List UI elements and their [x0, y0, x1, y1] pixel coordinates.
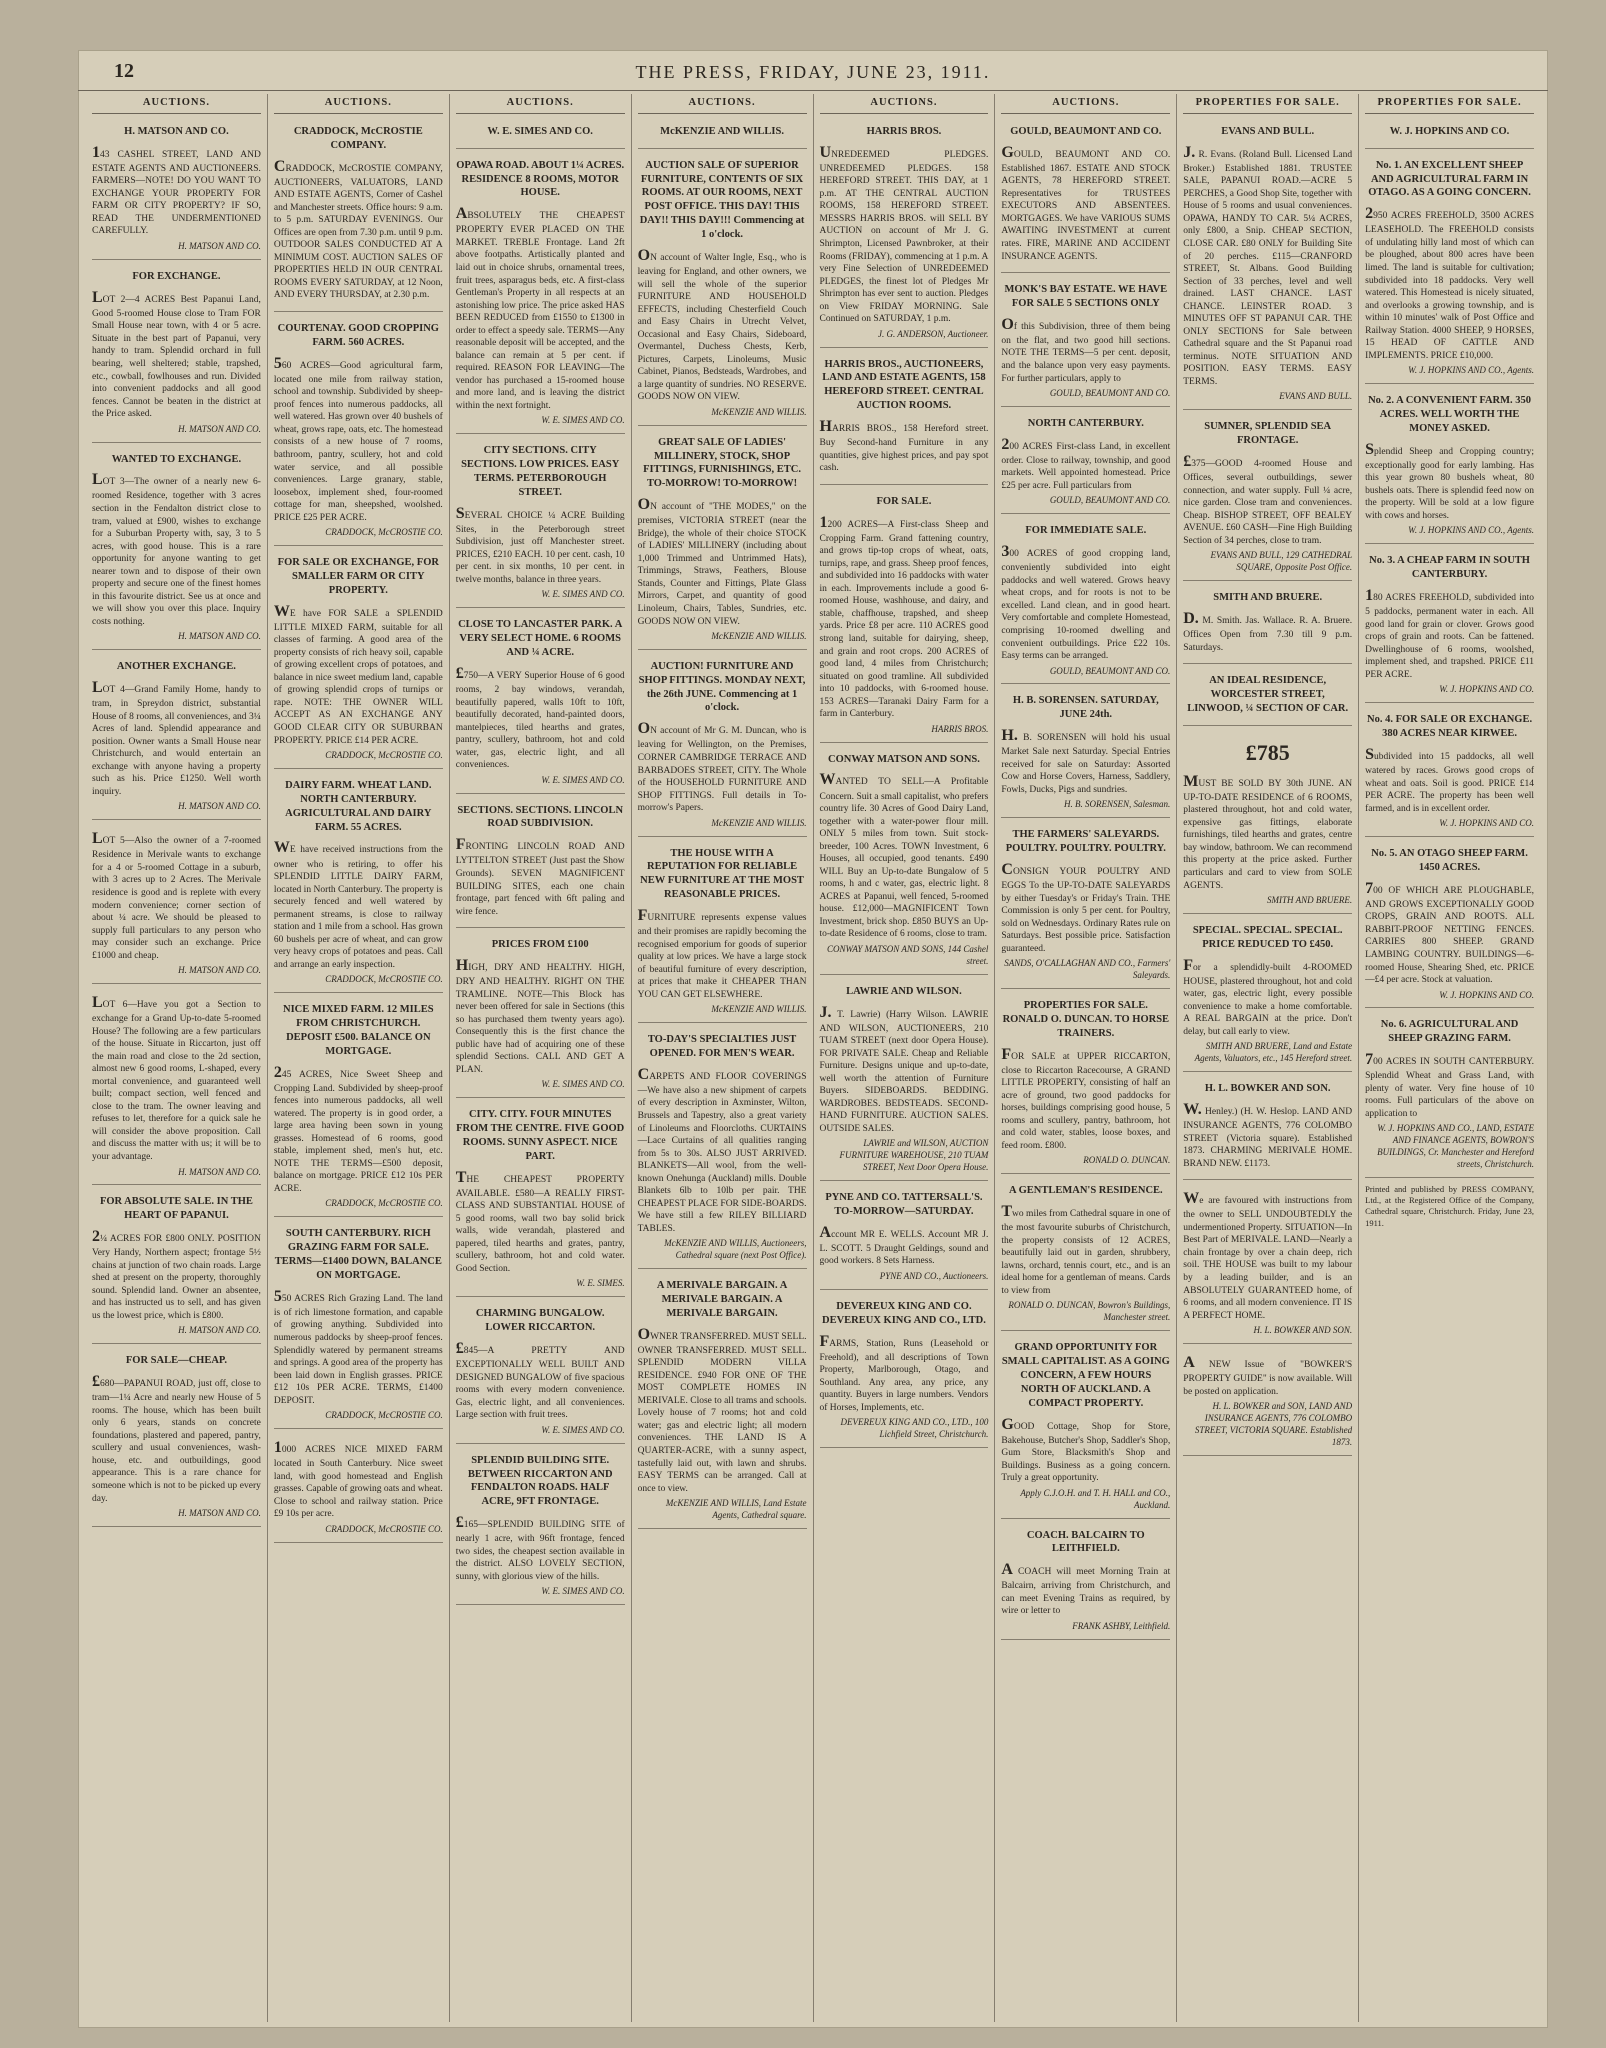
advert-heading: No. 3. A CHEAP FARM IN SOUTH CANTERBURY.: [1369, 555, 1530, 581]
advert-heading: OPAWA ROAD. ABOUT 1¼ ACRES. RESIDENCE 8 ROOMS, MOTOR HOUSE.: [456, 159, 625, 199]
advert-signature: McKENZIE AND WILLIS.: [711, 817, 807, 828]
advert-body: GOULD, BEAUMONT AND CO. Established 1867. ESTATE AND STOCK AGENTS, 78 HEREFORD STREET. Representatives for TRUSTEES EXECUTORS AND ABSENTEES. MORTGAGES. We have VARIOUS SUMS AWAITING INVESTMENT at current rates. FIRE, MARINE AND ACCIDENT INSURANCE AGENTS.: [1001, 143, 1171, 262]
advert-heading: DAIRY FARM. WHEAT LAND. NORTH CANTERBURY. AGRICULTURAL AND DAIRY FARM. 55 ACRES.: [285, 779, 432, 833]
advert-body: LOT 6—Have you got a Section to exchange for a Grand Up-to-date 5-roomed House? The following are a few particulars of the house. Situate in Riccarton, just off the main road and close to the 2d section, almost new 6 good rooms, L-shaped, every mortal convenience, and guaranteed well built; compact section, well fenced and close to the tram. The owner leaving and refuses to let, therefore for a quick sale he will consider the above proposition. Call and discuss the matter with us; it will be to your advantage.: [92, 994, 261, 1163]
advert-heading: SPLENDID BUILDING SITE. BETWEEN RICCARTON AND FENDALTON ROADS. HALF ACRE, 9FT FRONTAGE.: [467, 1454, 613, 1508]
advert-heading: FOR SALE.: [876, 495, 932, 507]
column-7: [1177, 94, 1359, 2022]
advert-signature: H. MATSON AND CO.: [178, 801, 261, 812]
advert-heading: THE HOUSE WITH A REPUTATION FOR RELIABLE NEW FURNITURE AT THE MOST REASONABLE PRICES.: [640, 847, 804, 901]
advert-body: 200 ACRES First-class Land, in excellent order. Close to railway, township, and good markets. Well appointed homestead. Price £25 per acre. Full particulars from: [1001, 435, 1171, 491]
advert-signature: CRADDOCK, McCROSTIE CO.: [325, 974, 443, 985]
advert-signature: H. MATSON AND CO.: [178, 241, 261, 252]
advert-body: For a splendidly-built 4-ROOMED HOUSE, plastered throughout, hot and cold water, gas, electric light, every possible convenience to make a home comfortable. A REAL BARGAIN at the price. Don't delay, but call early to view.: [1183, 956, 1353, 1037]
advert-body: 1000 ACRES NICE MIXED FARM located in South Canterbury. Nice sweet land, with good homestead and English grasses. Capable of growing oats and wheat. Close to school and railway station. Price £9 10s per acre.: [273, 1439, 443, 1520]
advert-body: CARPETS AND FLOOR COVERINGS—We have also a new shipment of carpets of every description in Axminster, Wilton, Brussels and Tapestry, also a great variety of Linoleums and Floorcloths. CURTAINS—Lace Curtains of all qualities ranging from 5s to 30s. ALSO JUST ARRIVED. BLANKETS—All wool, from the well-known Onehunga (Auckland) mills. Double Blankets 6lb to 10lb per pair. THE CHEAPEST PLACE FOR SIDE-BOARDS. We have still a few RILEY BILLIARD TABLES.: [637, 1065, 807, 1234]
advertisement: [456, 438, 625, 608]
advertisement: [1001, 822, 1170, 989]
advertisement: [638, 1273, 807, 1529]
advertisement: [1001, 1335, 1170, 1518]
advert-heading: PYNE AND CO. TATTERSALL'S. TO-MORROW—SATURDAY.: [825, 1192, 983, 1217]
advert-body: Account MR E. WELLS. Account MR J. L. SCOTT. 5 Draught Geldings, sound and good workers. 8 Sets Harness.: [819, 1223, 989, 1267]
advert-body: £680—PAPANUI ROAD, just off, close to tram—1¼ Acre and nearly new House of 5 rooms. The house, which has been built only 6 years, stands on concrete foundations, plastered and papered, pantry, scullery and usual conveniences, wash-house, etc. and outbuildings, good appearance. This is a rare chance for someone which is not to be picked up every day.: [92, 1373, 261, 1504]
advert-body: 560 ACRES—Good agricultural farm, located one mile from railway station, school and township. Subdivided by sheep-proof fences into numerous paddocks, all well watered. Has grown over 40 bushels of wheat, grows rape, oats, etc. The homestead consists of a new house of 7 rooms, bathroom, pantry, scullery, hot and cold water service, and all possible conveniences. Large granary, stable, loosebox, implement shed, four-roomed cottage for man, sheepshed, woolshed. PRICE £25 PER ACRE.: [273, 354, 443, 523]
advertisement: [1365, 548, 1534, 703]
advert-heading: SOUTH CANTERBURY. RICH GRAZING FARM FOR SALE. TERMS—£1400 DOWN, BALANCE ON MORTGAGE.: [274, 1228, 442, 1281]
advert-body: 1200 ACRES—A First-class Sheep and Cropping Farm. Grand fattening country, and grows tip-top crops of wheat, oats, turnips, rape, and grass. Sheep proof fences, and subdivided into 16 paddocks with water in each. Improvements include a good 6-roomed House, washhouse, and dairy, and stable, chaffhouse, trapshed, and sheep yards. Price £8 per acre. 110 ACRES good strong land, suitable for dairying, sheep, and grain and root crops. 200 ACRES of good land, 4 miles from Christchurch; situated on good tramline. All subdivided into 10 paddocks, with 6-roomed house. 153 ACRES—Taranaki Dairy Farm for a farm in Canterbury.: [819, 513, 989, 720]
advert-body: CRADDOCK, McCROSTIE COMPANY, AUCTIONEERS, VALUATORS, LAND AND ESTATE AGENTS, Corner of Cashel and Manchester streets. Office hours: 9 a.m. to 5 p.m. SATURDAY EVENINGS. Our Offices are open from 7.30 p.m. until 9 p.m. OUTDOOR SALES CONDUCTED AT A MINIMUM COST. AUCTION SALES OF PROPERTIES HELD IN OUR CENTRAL ROOMS EVERY SATURDAY, at 12 Noon, AND EVERY THURSDAY, at 2.30 p.m.: [273, 157, 443, 301]
column-heading: AUCTIONS.: [820, 96, 989, 114]
advert-heading: FOR IMMEDIATE SALE.: [1025, 525, 1147, 537]
advertisement: [1365, 153, 1534, 384]
advert-heading: AUCTION SALE OF SUPERIOR FURNITURE, CONTENTS OF SIX ROOMS. AT OUR ROOMS, NEXT POST OFFICE. THIS DAY! THIS DAY!! THIS DAY!!! Commencing at 1 o'clock.: [639, 159, 805, 241]
advert-body: HARRIS BROS., 158 Hereford street. Buy Second-hand Furniture in any quantities, give highest prices, and pay spot cash.: [819, 418, 989, 474]
advert-signature: SMITH AND BRUERE.: [1267, 895, 1353, 906]
advert-body: Splendid Sheep and Cropping country; exceptionally good for early lambing. Has this year grown 80 bushels wheat, 80 bushels oats. There is splendid feed now on the property. Will be sold at a low figure with cows and horses.: [1365, 440, 1534, 521]
advertisement: [456, 798, 625, 928]
advert-heading: CRADDOCK, McCROSTIE COMPANY.: [293, 125, 423, 151]
advert-signature: LAWRIE and WILSON, AUCTION FURNITURE WAREHOUSE, 210 TUAM STREET, Next Door Opera House.: [839, 1138, 989, 1173]
advert-heading: EVANS AND BULL.: [1221, 125, 1315, 137]
advert-signature: EVANS AND BULL, 129 CATHEDRAL SQUARE, Opposite Post Office.: [1210, 550, 1353, 573]
advert-heading: SMITH AND BRUERE.: [1213, 592, 1323, 604]
advert-heading: £785: [1245, 739, 1290, 765]
advert-body: 700 OF WHICH ARE PLOUGHABLE, AND GROWS EXCEPTIONALLY GOOD CROPS, GRAIN AND ROOTS. ALL RABBIT-PROOF NETTING FENCES. CARRIES 800 SHEEP. GRAND LAMBING COUNTRY. BUILDINGS—6-roomed House, Shearing Shed, etc. PRICE—£4 per acre. Stock at valuation.: [1365, 879, 1534, 986]
advert-heading: No. 6. AGRICULTURAL AND SHEEP GRAZING FARM.: [1380, 1019, 1519, 1045]
advert-body: LOT 2—4 ACRES Best Papanui Land, Good 5-roomed House close to Tram FOR Small House near town, with 4 or 5 acre. Situate in the best part of Papanui, very handy to tram. Splendid orchard in full bearing, well sheltered; stable, trapshed, etc., cowball, fowlhouses and run. Divided into convenient paddocks and all good fences. Cannot be beaten in the district at the Price asked.: [92, 288, 261, 420]
newspaper-page: [78, 50, 1548, 2028]
advert-body: 180 ACRES FREEHOLD, subdivided into 5 paddocks, permanent water in each. All good land for grain or clover. Grows good crops of grain and roots. Can be fattened. Dwellinghouse of 6 rooms, woolshed, implement shed, and trapshed. PRICE £11 PER ACRE.: [1365, 587, 1534, 680]
advertisement: [1365, 841, 1534, 1008]
advert-signature: H. MATSON AND CO.: [178, 423, 261, 434]
advert-body: FARMS, Station, Runs (Leasehold or Freehold), and all descriptions of Town Property, Marlborough, Otago, and Southland. Any area, any price, any quantity. Buyers in large numbers. Vendors of Horses, Implements, etc.: [819, 1332, 989, 1413]
advert-body: W. Henley.) (H. W. Heslop. LAND AND INSURANCE AGENTS, 776 COLOMBO STREET (Victoria square). Established 1873. CHARMING MERIVALE HOME. BRAND NEW. £1173.: [1183, 1101, 1353, 1169]
advert-body: 700 ACRES IN SOUTH CANTERBURY. Splendid Wheat and Grass Land, with plenty of water. Very fine house of 10 rooms. Full particulars of the above on application to: [1365, 1051, 1534, 1119]
advert-body: 143 CASHEL STREET, LAND AND ESTATE AGENTS AND AUCTIONEERS. FARMERS—NOTE! DO YOU WANT TO EXCHANGE YOUR PROPERTY FOR FARM OR CITY PROPERTY? IF SO, READ THE UNDERMENTIONED CAREFULLY.: [92, 143, 261, 237]
advert-signature: CRADDOCK, McCROSTIE CO.: [325, 1523, 443, 1534]
advert-heading: SECTIONS. SECTIONS. LINCOLN ROAD SUBDIVISION.: [457, 804, 624, 830]
advert-body: ON account of Mr G. M. Duncan, who is leaving for Wellington, on the Premises, CORNER CAMBRIDGE TERRACE AND BARBADOES STREET, CITY. The Whole of the HOUSEHOLD FURNITURE AND SHOP FITTINGS. Full details in To-morrow's Papers.: [637, 720, 807, 814]
advert-heading: PROPERTIES FOR SALE. RONALD O. DUNCAN. TO HORSE TRAINERS.: [1002, 1000, 1170, 1039]
advert-signature: DEVEREUX KING AND CO., LTD., 100 Lichfield Street, Christchurch.: [840, 1417, 989, 1440]
advert-heading: AUCTION! FURNITURE AND SHOP FITTINGS. MONDAY NEXT, the 26th JUNE. Commencing at 1 o'clock.: [638, 660, 806, 714]
advert-body: A COACH will meet Morning Train at Balcairn, arriving from Christchurch, and can meet Evening Trains as required, by wire or letter to: [1001, 1561, 1171, 1617]
advert-heading: CHARMING BUNGALOW. LOWER RICCARTON.: [475, 1308, 605, 1334]
advert-heading: SUMNER, SPLENDID SEA FRONTAGE.: [1204, 421, 1332, 447]
advert-signature: GOULD, BEAUMONT AND CO.: [1049, 388, 1171, 399]
column-5: [814, 94, 996, 2022]
advert-heading: FOR SALE—CHEAP.: [125, 1355, 227, 1367]
advert-body: J. T. Lawrie) (Harry Wilson. LAWRIE AND WILSON, AUCTIONEERS, 210 TUAM STREET (next door Opera House). FOR PRIVATE SALE. Cheap and Reliable Furniture. Designs unique and up-to-date, well worth the attention of Furniture Buyers. SIDEBOARDS. BEDDING. WARDROBES. BEDSTEADS. SECOND-HAND FURNITURE. AUCTION SALES. OUTSIDE SALES.: [819, 1003, 989, 1134]
advert-heading: PRICES FROM £100: [491, 939, 589, 951]
advert-body: MUST BE SOLD BY 30th JUNE. AN UP-TO-DATE RESIDENCE of 6 ROOMS, plastered throughout, hot and cold water, expensive gas fittings, elaborate furnishings, tiled hearths and grates, centre bay window, bathroom. We can recommend this property at the price asked. Further particulars and card to view from SOLE AGENTS.: [1183, 772, 1353, 891]
advert-heading: No. 4. FOR SALE OR EXCHANGE. 380 ACRES NEAR KIRWEE.: [1367, 714, 1533, 740]
column-8: [1359, 94, 1540, 2022]
advertisement: [638, 841, 807, 1024]
advert-body: LOT 3—The owner of a nearly new 6-roomed Residence, together with 3 acres section in the Fendalton district close to tram, valued at £900, wishes to exchange for a Suburban Property with, say, 3 to 5 acres, with good house. This is a rare opportunity for anyone wanting to get nearer town and to dispose of their own property and secure one of the finest homes in this favourite district. See us at once and we will show you over this place. Inquiry costs nothing.: [92, 471, 261, 627]
column-heading: AUCTIONS.: [456, 96, 625, 114]
advert-signature: RONALD O. DUNCAN, Bowron's Buildings, Manchester street.: [1008, 1300, 1171, 1323]
advert-body: ON account of "THE MODES," on the premises, VICTORIA STREET (near the Bridge), the whole of their choice STOCK of LADIES' MILLINERY (including about 1,000 Trimmed and Untrimmed Hats), Trimmings, Straws, Feathers, Blouse Stands, Counter and Fittings, Plate Glass Mirrors, Carpet, and quantity of good Linoleum, Chairs, Tables, Sundries, etc. GOODS NOW ON VIEW.: [637, 496, 807, 627]
advert-signature: H. L. BOWKER AND SON.: [1253, 1325, 1353, 1336]
advert-body: Of this Subdivision, three of them being on the flat, and two good hill sections. NOTE THE TERMS—5 per cent. deposit, and the balance upon very easy payments. For further particulars, apply to: [1001, 315, 1171, 384]
advert-signature: McKENZIE AND WILLIS, Land Estate Agents, Cathedral square.: [665, 1498, 807, 1521]
advert-heading: GREAT SALE OF LADIES' MILLINERY, STOCK, SHOP FITTINGS, FURNISHINGS, ETC. TO-MORROW! TO-MORROW!: [643, 436, 801, 490]
imprint-footer: Printed and published by PRESS COMPANY, Ltd., at the Registered Office of the Company, Cathedral square, Christchurch. Friday, June 23, 1911.: [1365, 1183, 1534, 1228]
advert-signature: McKENZIE AND WILLIS.: [711, 631, 807, 642]
advert-heading: HARRIS BROS.: [866, 125, 942, 137]
advertisement: [638, 1027, 807, 1269]
advertisement: [1365, 707, 1534, 837]
advertisement: [1001, 1178, 1170, 1331]
advert-heading: FOR SALE OR EXCHANGE, FOR SMALLER FARM OR CITY PROPERTY.: [277, 557, 439, 596]
advert-signature: FRANK ASHBY, Leithfield.: [1072, 1620, 1171, 1631]
column-heading: PROPERTIES FOR SALE.: [1365, 96, 1534, 114]
advert-signature: HARRIS BROS.: [931, 723, 989, 734]
advert-body: OWNER TRANSFERRED. MUST SELL. OWNER TRANSFERRED. MUST SELL. SPLENDID MODERN VILLA RESIDENCE. £940 FOR ONE OF THE MOST COMPLETE HOMES IN MERIVALE. Close to all trams and schools. Lovely house of 7 rooms; hot and cold water; gas and electric light; all modern conveniences. THE LAND IS A QUARTER-ACRE, with a sunny aspect, tastefully laid out, with lawn and shrubs. EASY TERMS can be arranged. Call at once to view.: [637, 1325, 807, 1494]
advert-heading: LAWRIE AND WILSON.: [846, 985, 962, 997]
advert-body: 245 ACRES, Nice Sweet Sheep and Cropping Land. Subdivided by sheep-proof fences into numerous paddocks, all well watered. The property is in good order, a large area having been sown in young grasses. Homestead of 6 rooms, good stable, implement shed, men's hut, etc. NOTE THE TERMS—£500 deposit, balance on mortgage. PRICE £12 10s PER ACRE.: [273, 1063, 443, 1194]
advert-heading: CLOSE TO LANCASTER PARK. A VERY SELECT HOME. 6 ROOMS AND ¼ ACRE.: [458, 619, 623, 659]
column-4: [632, 94, 814, 2022]
advertisement: [1183, 414, 1352, 581]
advert-signature: W. E. SIMES AND CO.: [541, 589, 625, 600]
advert-signature: H. L. BOWKER and SON, LAND AND INSURANCE AGENTS, 776 COLOMBO STREET, VICTORIA SQUARE. Established 1873.: [1194, 1401, 1353, 1447]
advertisement: [456, 1301, 625, 1443]
advert-body: SEVERAL CHOICE ¼ ACRE Building Sites, in the Peterborough street Subdivision, just off Manchester street. PRICES, £210 EACH. 10 per cent. cash, 10 per cent. in six months, 10 per cent. in twelve months, balance in three years.: [455, 504, 625, 585]
advertisement: [1001, 688, 1170, 818]
advert-heading: WANTED TO EXCHANGE.: [111, 453, 242, 465]
advert-signature: SMITH AND BRUERE, Land and Estate Agents, Valuators, etc., 145 Hereford street.: [1194, 1041, 1353, 1064]
advert-body: LOT 4—Grand Family Home, handy to tram, in Spreydon district, substantial House of 8 rooms, all conveniences, and 3¼ Acres of land. Splendid appearance and position. Owner wants a Small House near Christchurch, and would entertain an exchange with anyone having a property such as his. Price £1250. Well worth inquiry.: [92, 679, 261, 797]
advert-heading: COACH. BALCAIRN TO LEITHFIELD.: [1026, 1529, 1145, 1555]
advert-signature: H. MATSON AND CO.: [178, 1166, 261, 1177]
advertisement: [1365, 388, 1534, 544]
advertisement: [820, 489, 989, 743]
advertisement: [820, 1294, 989, 1448]
advert-signature: W. E. SIMES.: [576, 1278, 625, 1289]
advertisement: [1183, 1184, 1352, 1344]
advert-signature: CONWAY MATSON AND SONS, 144 Cashel street.: [826, 943, 989, 966]
advert-body: £165—SPLENDID BUILDING SITE of nearly 1 acre, with 96ft frontage, fenced two sides, the cheapest section available in the district. ALSO LOVELY SECTION, sunny, with glorious view of the hills.: [455, 1514, 625, 1582]
advert-heading: NICE MIXED FARM. 12 MILES FROM CHRISTCHURCH. DEPOSIT £500. BALANCE ON MORTGAGE.: [283, 1004, 434, 1057]
advertisement: [1183, 119, 1352, 410]
advert-signature: W. E. SIMES AND CO.: [541, 415, 625, 426]
column-3: [450, 94, 632, 2022]
advertisement: [820, 352, 989, 485]
advert-body: ABSOLUTELY THE CHEAPEST PROPERTY EVER PLACED ON THE MARKET. TREBLE Frontage. Land 2ft above footpaths. Artistically planted and laid out in choice shrubs, ornamental trees, fruit trees, asparagus beds, etc. A first-class Gentleman's Property in all respects at an astonishing low price. The price asked HAS BEEN REDUCED from £1550 to £1300 in order to effect a speedy sale. TERMS—Any reasonable deposit will be accepted, and the balance can remain at 5 per cent. if required. REASON FOR LEAVING—The vendor has purchased a 15-roomed house and more land, and is leaving the district within the next fortnight.: [455, 205, 625, 411]
advertisement: [92, 264, 261, 443]
advert-body: UNREDEEMED PLEDGES. UNREDEEMED PLEDGES. 158 HEREFORD STREET. THIS DAY, at 1 p.m. AT THE CENTRAL AUCTION ROOMS, 158 HEREFORD STREET. MESSRS HARRIS BROS. will SELL BY AUCTION on account of Mr J. G. Shrimpton, Licensed Pawnbroker, at their Rooms (FRIDAY), commencing at 1 p.m. A very Fine Selection of UNREDEEMED PLEDGES, the finest lot of Pledges Mr Shrimpton has ever sent to auction. Pledges on View FRIDAY MORNING. Sale Continued on SATURDAY, 1 p.m.: [819, 143, 989, 325]
advert-signature: H. MATSON AND CO.: [178, 631, 261, 642]
advert-signature: McKENZIE AND WILLIS, Auctioneers, Cathedral square (next Post Office).: [664, 1238, 807, 1261]
advert-signature: W. E. SIMES AND CO.: [541, 1586, 625, 1597]
advert-signature: PYNE AND CO., Auctioneers.: [879, 1270, 989, 1281]
advert-heading: FOR ABSOLUTE SALE. IN THE HEART OF PAPANUI.: [99, 1196, 253, 1222]
advert-signature: McKENZIE AND WILLIS.: [711, 1004, 807, 1015]
advert-body: THE CHEAPEST PROPERTY AVAILABLE. £580—A REALLY FIRST-CLASS AND SUBSTANTIAL HOUSE of 5 good rooms, wall two bay solid brick walls, wide verandah, plastered and papered, tiled hearths and grates, pantry, scullery, bathroom, hot and cold water. Good Section.: [455, 1168, 625, 1274]
advertisement: [92, 1189, 261, 1344]
advertisement: [1183, 918, 1352, 1072]
advert-body: FURNITURE represents expense values and their promises are rapidly becoming the recognised emporium for goods of superior quality at low prices. We have a large stock of beautiful furniture of every description, at prices that make it CHEAPER THAN YOU CAN GET ELSEWHERE.: [637, 906, 807, 1000]
advert-body: 550 ACRES Rich Grazing Land. The land is of rich limestone formation, and capable of growing anything. Subdivided into numerous paddocks by sheep-proof fences. Splendidly watered by permanent streams and springs. A good area of the property has been laid down in English grasses. PRICE £12 10s PER ACRE. TERMS, £1400 DEPOSIT.: [273, 1287, 443, 1406]
advert-body: HIGH, DRY AND HEALTHY. HIGH, DRY AND HEALTHY. RIGHT ON THE TRAMLINE. NOTE—This Block has never been offered for sale in Sections (this so has purchased them twenty years ago). Consequently this is the first chance the public have had of acquiring one of these splendid Sections. CALL AND GET A PLAN.: [455, 956, 625, 1075]
advertisement: [92, 654, 261, 820]
advert-heading: CONWAY MATSON AND SONS.: [827, 753, 980, 765]
advert-heading: GRAND OPPORTUNITY FOR SMALL CAPITALIST. AS A GOING CONCERN, A FEW HOURS NORTH OF AUCKLAND. A COMPACT PROPERTY.: [1001, 1342, 1170, 1409]
advert-signature: RONALD O. DUNCAN.: [1083, 1155, 1171, 1166]
advert-heading: ANOTHER EXCHANGE.: [116, 661, 236, 673]
advert-heading: TO-DAY'S SPECIALTIES JUST OPENED. FOR MEN'S WEAR.: [647, 1034, 797, 1059]
advert-body: D. M. Smith. Jas. Wallace. R. A. Bruere. Offices Open from 7.30 till 9 p.m. Saturdays.: [1183, 609, 1353, 653]
advertisement: [92, 824, 261, 984]
advert-body: 300 ACRES of good cropping land, conveniently subdivided into eight paddocks and well watered. Grows heavy wheat crops, and for roots is not to be excelled. Land clean, and in good heart. Very comfortable and complete Homestead, comprising 10-roomed dwelling and convenient outbuildings. Price £22 10s. Easy terms can be arranged.: [1001, 543, 1171, 662]
advert-heading: CITY. CITY. FOUR MINUTES FROM THE CENTRE. FIVE GOOD ROOMS. SUNNY ASPECT. NICE PART.: [456, 1109, 625, 1162]
advertisement: [1001, 993, 1170, 1174]
advert-signature: GOULD, BEAUMONT AND CO.: [1049, 665, 1171, 676]
advert-heading: THE FARMERS' SALEYARDS. POULTRY. POULTRY. POULTRY.: [1005, 829, 1166, 855]
page-title: THE PRESS, FRIDAY, JUNE 23, 1911.: [635, 62, 991, 82]
advert-signature: CRADDOCK, McCROSTIE CO.: [325, 750, 443, 761]
column-heading: AUCTIONS.: [638, 96, 807, 114]
advertisement: [456, 612, 625, 793]
advert-signature: W. E. SIMES AND CO.: [541, 1424, 625, 1435]
advert-signature: CRADDOCK, McCROSTIE CO.: [325, 527, 443, 538]
advertisement: [1183, 1076, 1352, 1180]
advertisement: [1001, 518, 1170, 684]
columns: [86, 94, 1540, 2022]
advert-signature: CRADDOCK, McCROSTIE CO.: [325, 1410, 443, 1421]
advert-body: Subdivided into 15 paddocks, all well watered by races. Grows good crops of wheat and oats. Soil is good. PRICE £14 PER ACRE. The property has been well farmed, and is in excellent order.: [1365, 745, 1534, 814]
advert-body: 2950 ACRES FREEHOLD, 3500 ACRES LEASEHOLD. The FREEHOLD consists of undulating hilly land most of which can be ploughed, about 800 acres have been limed. The land is suitable for cultivation; subdivided into 18 paddocks. Very well watered. This Homestead is nicely situated, and overlooks a growing township, and is within 10 minutes' walk of Post Office and Railway Station. 4000 SHEEP, 9 HORSES, 15 HEAD OF CATTLE AND IMPLEMENTS. PRICE £10,000.: [1365, 205, 1534, 361]
advertisement: [1001, 1523, 1170, 1640]
advertisement: [92, 119, 261, 260]
advert-heading: W. J. HOPKINS AND CO.: [1389, 125, 1510, 137]
advert-heading: AN IDEAL RESIDENCE, WORCESTER STREET, LINWOOD, ¼ SECTION OF CAR.: [1187, 675, 1349, 714]
advertisement: [638, 153, 807, 426]
advert-heading: H. L. BOWKER AND SON.: [1204, 1083, 1331, 1095]
advert-heading: No. 5. AN OTAGO SHEEP FARM. 1450 ACRES.: [1371, 848, 1528, 873]
advert-heading: W. E. SIMES AND CO.: [487, 125, 593, 137]
advertisement: [1365, 119, 1534, 149]
advert-body: CONSIGN YOUR POULTRY AND EGGS To the UP-TO-DATE SALEYARDS by either Tuesday's or Friday's Train. THE Commission is only 5 per cent. for Poultry, sold on Wednesdays. Ordinary Rates rule on Saturdays. Best possible price. Satisfaction guaranteed.: [1001, 860, 1171, 954]
column-1: [86, 94, 268, 2022]
advertisement: [274, 1221, 443, 1429]
advert-body: A NEW Issue of "BOWKER'S PROPERTY GUIDE" is now available. Will be posted on application.: [1183, 1354, 1353, 1397]
advertisement: [274, 773, 443, 993]
advert-signature: W. J. HOPKINS AND CO.: [1439, 684, 1534, 695]
advert-heading: COURTENAY. GOOD CROPPING FARM. 560 ACRES.: [277, 323, 439, 348]
advertisement: [92, 988, 261, 1185]
advert-body: WE have received instructions from the owner who is retiring, to offer his SPLENDID LITTLE DAIRY FARM, located in North Canterbury. The property is securely fenced and well watered by permanent streams, is close to railway station and 1 mile from a school. Has grown 60 bushels per acre of wheat, and can grow very heavy crops of potatoes and peas. Call and arrange an early inspection.: [273, 839, 443, 970]
advertisement: [274, 550, 443, 769]
advert-signature: H. B. SORENSEN, Salesman.: [1064, 799, 1171, 810]
advert-heading: MONK'S BAY ESTATE. WE HAVE FOR SALE 5 SECTIONS ONLY: [1004, 284, 1168, 309]
advertisement: [1001, 277, 1170, 407]
advertisement: [820, 747, 989, 975]
column-6: [995, 94, 1177, 2022]
advertisement: [1001, 411, 1170, 514]
advertisement: [274, 316, 443, 546]
advert-signature: W. J. HOPKINS AND CO., Agents.: [1408, 525, 1534, 536]
advert-body: GOOD Cottage, Shop for Store, Bakehouse, Butcher's Shop, Saddler's Shop, Gum Store, Blacksmith's Shop and Buildings. Business as a going concern. Truly a great opportunity.: [1001, 1415, 1171, 1484]
advert-heading: GOULD, BEAUMONT AND CO.: [1010, 125, 1162, 137]
advert-heading: DEVEREUX KING AND CO. DEVEREUX KING AND CO., LTD.: [822, 1300, 986, 1326]
advertisement: [274, 1433, 443, 1543]
advert-signature: J. G. ANDERSON, Auctioneer.: [877, 328, 989, 339]
advertisement: [1183, 585, 1352, 664]
advert-heading: HARRIS BROS., AUCTIONEERS, LAND AND ESTATE AGENTS, 158 HEREFORD STREET. CENTRAL AUCTION ROOMS.: [822, 358, 986, 412]
advert-signature: W. J. HOPKINS AND CO., Agents.: [1408, 365, 1534, 376]
advert-signature: EVANS AND BULL.: [1279, 391, 1353, 402]
column-heading: AUCTIONS.: [274, 96, 443, 114]
advertisement: [820, 979, 989, 1181]
advert-body: Two miles from Cathedral square in one of the most favourite suburbs of Christchurch, the property consists of 12 ACRES, beautifully laid out in garden, shrubbery, lawns, orchard, tennis court, etc., and is an ideal home for a gentleman of means. Cards to view from: [1001, 1203, 1171, 1296]
advert-heading: No. 2. A CONVENIENT FARM. 350 ACRES. WELL WORTH THE MONEY ASKED.: [1368, 395, 1532, 434]
advert-body: We are favoured with instructions from the owner to SELL UNDOUBTEDLY the undermentioned Property. SITUATION—In Best Part of MERIVALE. LAND—Nearly a chain frontage by over a chain deep, rich soil. THE HOUSE was built to my labour by a leading builder, and is an ABSOLUTELY GUARANTEED home, of 6 rooms, and all modern convenience. IT IS A PERFECT HOME.: [1183, 1190, 1353, 1321]
advert-heading: A GENTLEMAN'S RESIDENCE.: [1008, 1185, 1163, 1197]
advert-heading: SPECIAL. SPECIAL. SPECIAL. PRICE REDUCED TO £450.: [1192, 924, 1343, 950]
advert-heading: H. B. SORENSEN. SATURDAY, JUNE 24th.: [1012, 695, 1159, 721]
advert-body: LOT 5—Also the owner of a 7-roomed Residence in Merivale wants to exchange for a 4 or 5-roomed Cottage in a suburb, with 3 acres up to 2 Acres. The Merivale residence is good and is replete with every modern convenience; corner section of about ¼ acre. We should be pleased to supply full particulars to any person who may consider such an exchange. Price £1000 and cheap.: [92, 830, 261, 961]
advert-signature: GOULD, BEAUMONT AND CO.: [1049, 495, 1171, 506]
advert-signature: W. E. SIMES AND CO.: [541, 1079, 625, 1090]
advert-body: WE have FOR SALE a SPLENDID LITTLE MIXED FARM, suitable for all classes of farming. A good area of the property consists of rich heavy soil, capable of growing excellent crops of potatoes, and balance in nice sweet medium land, capable of growing splendid crops of turnips or rape. NOTE: THE OWNER WILL ACCEPT AS AN EXCHANGE ANY GOOD CLEAR CITY OR SUBURBAN PROPERTY. PRICE £14 PER ACRE.: [273, 602, 443, 746]
advertisement: [456, 1102, 625, 1297]
masthead: [78, 50, 1548, 91]
column-2: [268, 94, 450, 2022]
advert-signature: CRADDOCK, McCROSTIE CO.: [325, 1198, 443, 1209]
advert-signature: W. J. HOPKINS AND CO., LAND, ESTATE AND FINANCE AGENTS, BOWRON'S BUILDINGS, Cr. Manchester and Hereford streets, Christchurch.: [1377, 1123, 1534, 1170]
column-heading: PROPERTIES FOR SALE.: [1183, 96, 1352, 114]
advertisement: [274, 119, 443, 312]
advert-body: J. R. Evans. (Roland Bull. Licensed Land Broker.) Established 1881. TRUSTEE SALE, PAPANUI ROAD.—ACRE 5 PERCHES, a Good Shop Site, together with House of 5 rooms and usual conveniences. OPAWA, HANDY TO CAR. 5¼ ACRES, only £800, a Snip. CHEAP SECTION, CLOSE CAR. £80 ONLY for Building Site of 20 perches. £115—CRANFORD STREET, St. Albans. Good Building Section of 33 perches, level and well drained. LAST CHANCE. LAST CHANCE. LEINSTER ROAD. 3 MINUTES OFF ST PAPANUI CAR. THE ONLY SECTIONS for Sale between Cathedral square and the St Papanui road terminus. NOTE SITUATION AND POSITION. EASY TERMS. EASY TERMS.: [1183, 143, 1353, 387]
advert-heading: No. 1. AN EXCELLENT SHEEP AND AGRICULTURAL FARM IN OTAGO. AS A GOING CONCERN.: [1368, 159, 1531, 199]
advertisement: [1001, 119, 1170, 273]
page-number: 12: [114, 60, 134, 82]
advert-body: £375—GOOD 4-roomed House and Offices, several outbuildings, sewer connection, and water supply. Full ¼ acre, nice garden. Close tram and conveniences. Cheap. BISHOP STREET, OFF BEALEY AVENUE. £60 CASH—Fine High Building Section of 34 perches, close to tram.: [1183, 452, 1353, 546]
advert-heading: McKENZIE AND WILLIS.: [660, 125, 784, 137]
advert-signature: W. J. HOPKINS AND CO.: [1439, 818, 1534, 829]
advert-signature: H. MATSON AND CO.: [178, 965, 261, 976]
advertisement: [638, 654, 807, 837]
advertisement: [638, 119, 807, 149]
advertisement: [1183, 1348, 1352, 1456]
advert-body: WANTED TO SELL—A Profitable Concern. Suit a small capitalist, who prefers country life. 30 Acres of Good Dairy Land, together with a water-power flour mill. ONLY 5 miles from town. Suit stock-breeder, 100 Acres. TOWN Investment, 6 Houses, all occupied, good tenants. £490 WILL Buy an Up-to-date Bungalow of 5 rooms, h and c water, gas, electric light. 8 ACRES at Papanui, well fenced, 5-roomed house. £12,000—MAGNIFICENT Town Investment, brick shop. £850 BUYS an Up-to-date Residence of 6 rooms, close to tram.: [819, 771, 989, 940]
advertisement: [1183, 668, 1352, 726]
advert-heading: CITY SECTIONS. CITY SECTIONS. LOW PRICES. EASY TERMS. PETERBOROUGH STREET.: [461, 445, 620, 498]
advertisement: [820, 1185, 989, 1290]
advert-body: H. B. SORENSEN will hold his usual Market Sale next Saturday. Special Entries received for sale on Saturday: Assorted Cow and Horse Covers, Harness, Saddlery, Fowls, Ducks, Pigs and sundries.: [1001, 727, 1171, 795]
advert-body: FRONTING LINCOLN ROAD AND LYTTELTON STREET (Just past the Show Grounds). SEVEN MAGNIFICENT BUILDING SITES, each one chain frontage, part fenced with 6ft paling and wire fence.: [455, 836, 625, 917]
advertisement: [456, 932, 625, 1098]
advertisement: [1183, 730, 1352, 914]
advertisement: [456, 1448, 625, 1606]
advertisement: [1365, 1012, 1534, 1177]
advert-heading: NORTH CANTERBURY.: [1027, 417, 1144, 429]
advert-signature: H. MATSON AND CO.: [178, 1508, 261, 1519]
advertisement: [456, 119, 625, 149]
advert-signature: W. E. SIMES AND CO.: [541, 774, 625, 785]
column-heading: AUCTIONS.: [92, 96, 261, 114]
advert-signature: H. MATSON AND CO.: [178, 1325, 261, 1336]
advert-signature: W. J. HOPKINS AND CO.: [1439, 989, 1534, 1000]
advertisement: [274, 997, 443, 1217]
advert-body: £750—A VERY Superior House of 6 good rooms, 2 bay windows, verandah, beautifully papered, walls 10ft to 10ft, beautifully decorated, hand-painted doors, mantelpieces, tiled hearths and grates, pantry, scullery, bathroom, hot and cold water, gas, electric light, and all conveniences.: [455, 664, 625, 771]
advertisement: [638, 430, 807, 650]
advert-heading: A MERIVALE BARGAIN. A MERIVALE BARGAIN. A MERIVALE BARGAIN.: [656, 1280, 788, 1319]
advert-heading: FOR EXCHANGE.: [132, 270, 221, 282]
advertisement: [92, 1348, 261, 1527]
advert-body: 2¼ ACRES FOR £800 ONLY. POSITION Very Handy, Northern aspect; frontage 5½ chains at junction of two chain roads. Large shed at present on the property, thoroughly sound. Splendid land. Owner an absentee, and has instructed us to sell, and has given us the lowest price, which is £800.: [92, 1228, 261, 1321]
column-heading: AUCTIONS.: [1001, 96, 1170, 114]
advertisement: [92, 447, 261, 651]
advert-body: £845—A PRETTY AND EXCEPTIONALLY WELL BUILT AND DESIGNED BUNGALOW of five spacious rooms with every modern convenience. Gas, electric light, and all conveniences. Large section with fruit trees.: [455, 1340, 625, 1421]
advert-signature: McKENZIE AND WILLIS.: [711, 406, 807, 417]
advert-heading: H. MATSON AND CO.: [124, 125, 229, 137]
advertisement: [456, 153, 625, 435]
advert-body: ON account of Walter Ingle, Esq., who is leaving for England, and other owners, we will sell the whole of the superior FURNITURE AND HOUSEHOLD EFFECTS, including Chesterfield Couch and Easy Chairs in Utrecht Velvet, Occasional and Easy Chairs, Sideboard, Overmantel, Duchess Chests, Kerb, Pictures, Carpets, Linoleums, Music Cabinet, Pianos, Bedsteads, Wardrobes, and a large quantity of sundries. NO RESERVE. GOODS NOW ON VIEW.: [637, 246, 807, 403]
advert-signature: Apply C.J.O.H. and T. H. HALL and CO., Auckland.: [1020, 1487, 1171, 1510]
advertisement: [820, 119, 989, 348]
advert-signature: SANDS, O'CALLAGHAN AND CO., Farmers' Saleyards.: [1004, 958, 1171, 981]
advert-body: FOR SALE at UPPER RICCARTON, close to Riccarton Racecourse, A GRAND LITTLE PROPERTY, consisting of half an acre of ground, two good paddocks for horses, buildings comprising good house, 5 rooms and scullery, pantry, bathroom, hot and cold water, stables, loose boxes, and feed room. £800.: [1001, 1045, 1171, 1151]
